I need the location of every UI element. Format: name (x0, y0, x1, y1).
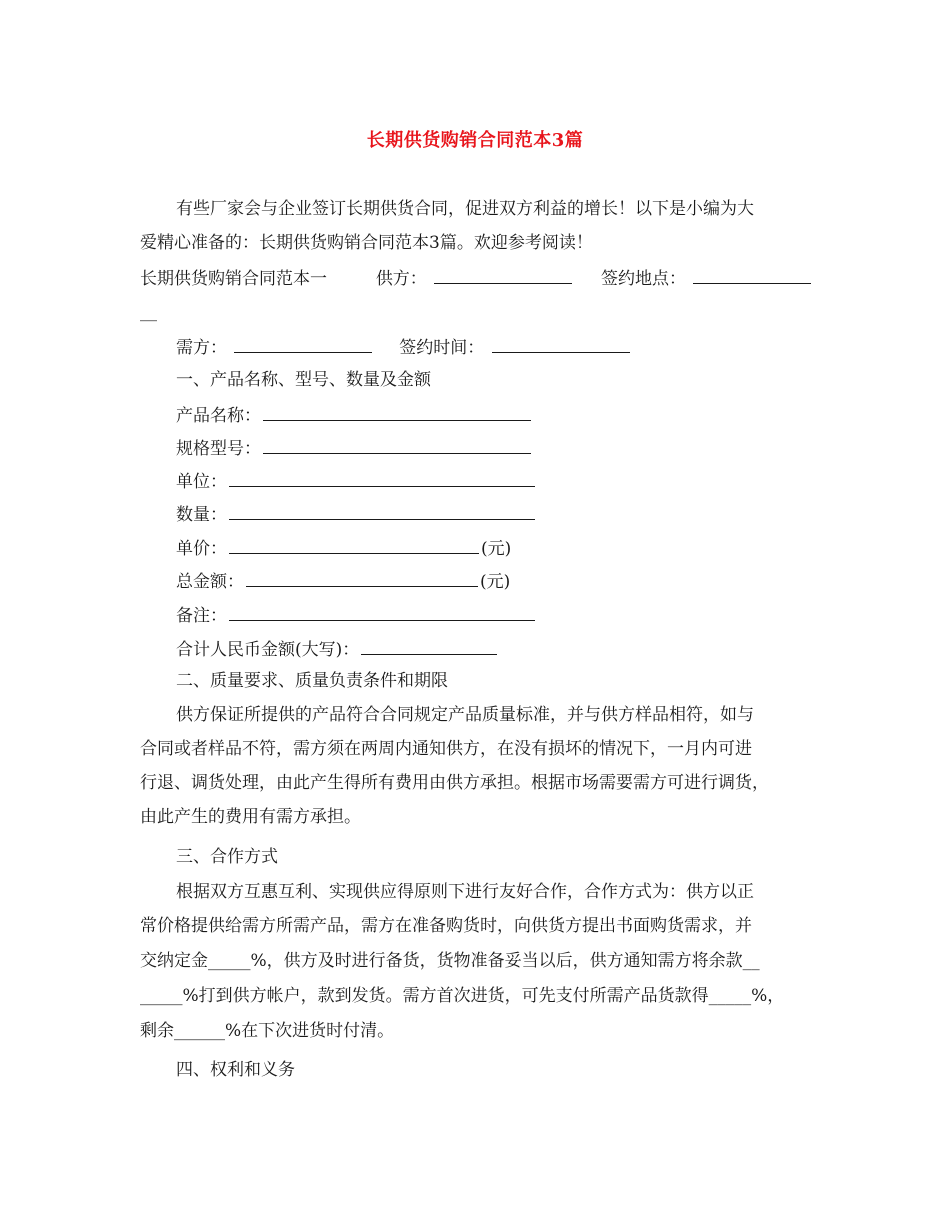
remark-label: 备注： (176, 606, 227, 626)
intro-line-1: 有些厂家会与企业签订长期供货合同，促进双方利益的增长！以下是小编为大 (176, 199, 754, 219)
rmb-total-blank (361, 636, 497, 655)
section3-line-5: 剩余______%在下次进货时付清。 (140, 1021, 395, 1041)
section2-line-1: 供方保证所提供的产品符合合同规定产品质量标准，并与供方样品相符，如与 (176, 705, 754, 725)
section4-heading: 四、权利和义务 (176, 1060, 295, 1080)
contract-header-line (140, 265, 813, 291)
sign-time-label: 签约时间： (399, 338, 485, 358)
section3-line-2: 常价格提供给需方所需产品，需方在准备购货时，向供货方提出书面购货需求，并 (140, 916, 752, 936)
spec-model-label: 规格型号： (176, 439, 261, 459)
section3-line-4: _____%打到供方帐户，款到发货。需方首次进货，可先支付所需产品货款得_____%， (140, 986, 785, 1006)
spec-model-line (176, 435, 533, 461)
product-name-label: 产品名称： (176, 406, 261, 426)
rmb-total-label: 合计人民币金额(大写)： (176, 640, 360, 660)
sign-place-blank (693, 265, 811, 284)
sign-time-blank (492, 334, 630, 353)
section2-line-2: 合同或者样品不符，需方须在两周内通知供方，在没有损坏的情况下，一月内可进 (140, 739, 752, 759)
supplier-blank (434, 265, 572, 284)
supplier-label: 供方： (375, 269, 427, 289)
product-name-blank (263, 402, 531, 421)
unit-price-suffix: (元) (481, 539, 512, 559)
rmb-total-line (176, 636, 499, 662)
unit-price-blank (229, 535, 479, 554)
product-name-line (176, 402, 533, 428)
quantity-label: 数量： (176, 505, 227, 525)
intro-line-2: 爱精心准备的：长期供货购销合同范本3篇。欢迎参考阅读！ (140, 233, 593, 253)
sign-place-wrap-blank: __ (140, 302, 157, 322)
remark-blank (229, 602, 535, 621)
buyer-label: 需方： (176, 338, 227, 358)
unit-blank (229, 468, 535, 487)
unit-line (176, 468, 537, 494)
section3-line-1: 根据双方互惠互利、实现供应得原则下进行友好合作，合作方式为：供方以正 (176, 882, 754, 902)
section1-heading: 一、产品名称、型号、数量及金额 (176, 370, 431, 390)
contract-heading: 长期供货购销合同范本一 (140, 269, 327, 289)
quantity-blank (229, 501, 535, 520)
section3-line-3: 交纳定金_____%，供方及时进行备货，货物准备妥当以后，供方通知需方将余款__ (140, 951, 760, 971)
quantity-line (176, 501, 537, 527)
section3-heading: 三、合作方式 (176, 847, 278, 867)
document-title: 长期供货购销合同范本3篇 (366, 130, 584, 151)
unit-label: 单位： (176, 472, 227, 492)
total-amount-line (176, 568, 510, 594)
remark-line (176, 602, 537, 628)
buyer-line (176, 334, 632, 360)
buyer-blank (234, 334, 372, 353)
unit-price-label: 单价： (176, 539, 227, 559)
total-amount-suffix: (元) (480, 572, 511, 592)
sign-place-label: 签约地点： (601, 269, 687, 289)
total-amount-blank (246, 568, 478, 587)
section2-line-4: 由此产生的费用有需方承担。 (140, 807, 361, 827)
section2-heading: 二、质量要求、质量负责条件和期限 (176, 671, 448, 691)
spec-model-blank (263, 435, 531, 454)
unit-price-line (176, 535, 511, 561)
total-amount-label: 总金额： (176, 572, 244, 592)
section2-line-3: 行退、调货处理，由此产生得所有费用由供方承担。根据市场需要需方可进行调货， (140, 773, 769, 793)
